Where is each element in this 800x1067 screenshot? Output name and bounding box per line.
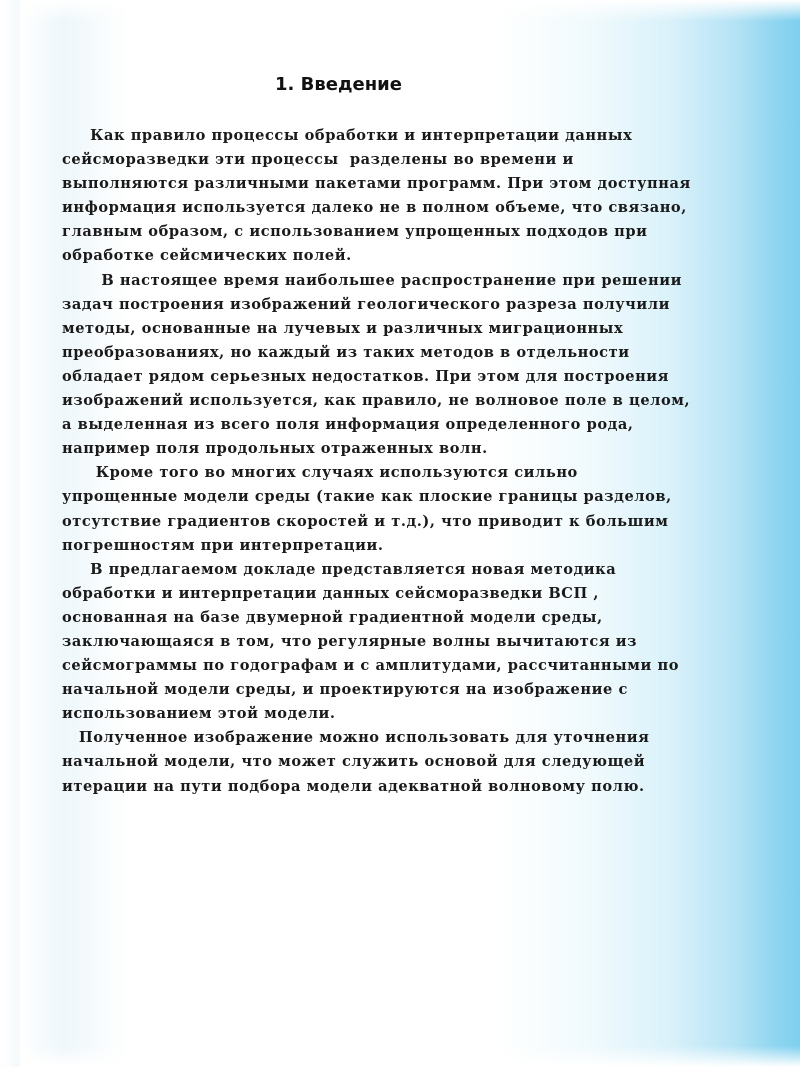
text-line: обладает рядом серьезных недостатков. При этом для построения [62, 367, 670, 385]
text-line: упрощенные модели среды (такие как плоские границы разделов, [62, 488, 672, 506]
text-line: В предлагаемом докладе представляется новая методика [62, 560, 617, 578]
text-line: сейсмограммы по годографам и с амплитудами, рассчитанными по [62, 657, 680, 675]
text-line: методы, основанные на лучевых и различных миграционных [62, 319, 624, 337]
text-line: отсутствие градиентов скоростей и т.д.), что приводит к большим [62, 512, 669, 530]
text-line: задач построения изображений геологического разреза получили [62, 295, 670, 313]
text-line: например поля продольных отраженных волн. [62, 440, 488, 458]
text-line: информация используется далеко не в полном объеме, что связано, [62, 199, 687, 217]
section-title: 1. Введение [275, 74, 402, 95]
text-line: использованием этой модели. [62, 705, 336, 723]
text-line: Полученное изображение можно использовать для уточнения [62, 729, 650, 747]
text-line: а выделенная из всего поля информация определенного рода, [62, 416, 634, 434]
text-line: начальной модели, что может служить основой для следующей [62, 753, 646, 771]
text-line: погрешностям при интерпретации. [62, 536, 384, 554]
text-line: заключающаяся в том, что регулярные волны вычитаются из [62, 632, 638, 650]
text-line: начальной модели среды, и проектируются на изображение с [62, 681, 628, 699]
text-line: обработке сейсмических полей. [62, 247, 352, 265]
text-line: Как правило процессы обработки и интерпретации данных [62, 127, 633, 144]
text-line: обработки и интерпретации данных сейсморазведки ВСП , [62, 584, 600, 602]
text-line: итерации на пути подбора модели адекватной волновому полю. [62, 777, 645, 795]
text-line: выполняются различными пакетами программ. При этом доступная [62, 175, 691, 193]
text-line: В настоящее время наибольшее распространение при решении [62, 271, 682, 289]
text-line: изображений используется, как правило, не волновое поле в целом, [62, 392, 691, 410]
body-text [62, 124, 702, 799]
text-line: сейсморазведки эти процессы разделены во времени и [62, 151, 574, 169]
text-line: основанная на базе двумерной градиентной модели среды, [62, 608, 603, 626]
text-line: преобразованиях, но каждый из таких методов в отдельности [62, 343, 630, 361]
slide-left-edge [0, 0, 20, 1067]
text-line: Кроме того во многих случаях используются сильно [62, 464, 578, 482]
text-line: главным образом, с использованием упрощенных подходов при [62, 223, 648, 241]
